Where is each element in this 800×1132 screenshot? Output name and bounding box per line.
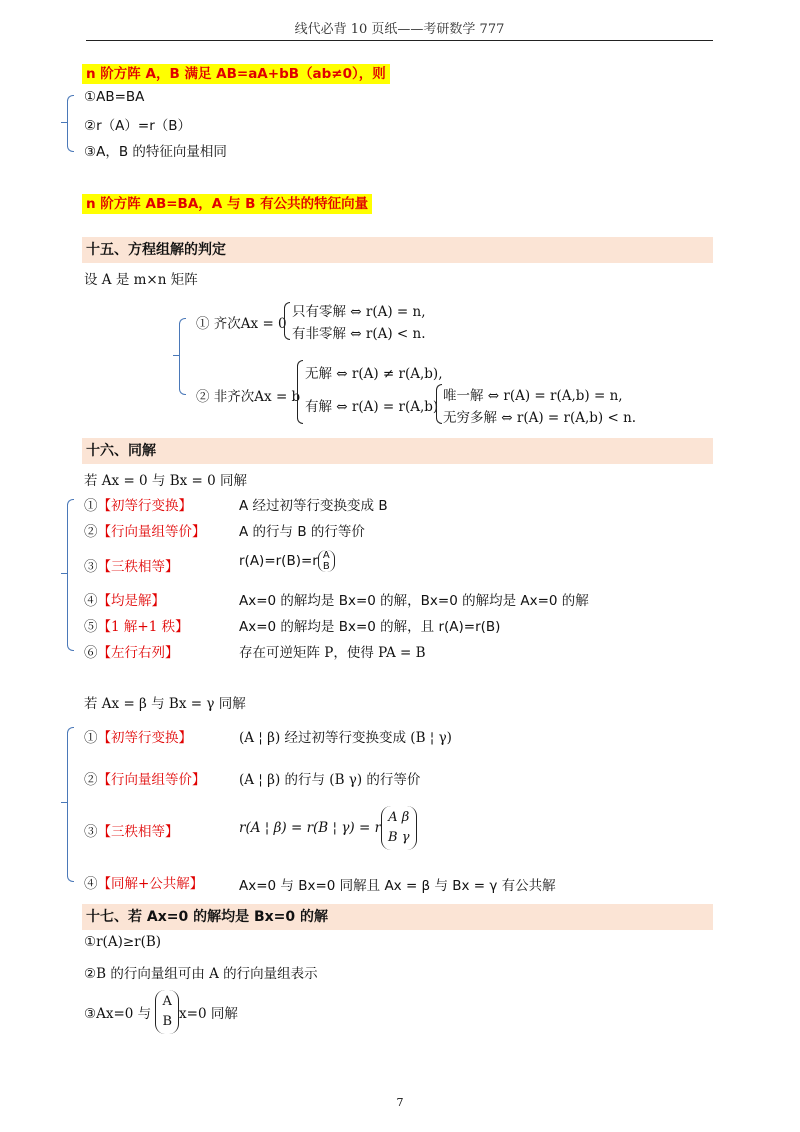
rank-equation: r(A ¦ β) = r(B ¦ γ) = r — [239, 820, 382, 836]
matrix-row: B — [322, 561, 330, 572]
item-description: 存在可逆矩阵 P，使得 PA = B — [239, 645, 426, 661]
list-bracket — [67, 727, 74, 882]
list-item — [84, 641, 179, 661]
solution-case: 唯一解 ⇔ r(A) = r(A,b) = n, — [443, 388, 623, 404]
item-number: ⑤ — [84, 619, 98, 635]
item-tag: 【均是解】 — [97, 593, 165, 609]
list-item — [84, 555, 179, 575]
stacked-matrix — [381, 806, 416, 850]
list-item — [84, 615, 189, 635]
item-description: (A ¦ β) 经过初等行变换变成 (B ¦ γ) — [239, 730, 452, 746]
item-number: ⑥ — [84, 645, 98, 661]
homogeneous-label: ① 齐次Ax = 0 — [196, 316, 287, 332]
highlight-statement-2 — [82, 192, 372, 212]
item-number: ③ — [84, 824, 98, 840]
matrix-row: A — [322, 550, 330, 561]
section-heading: 十六、同解 — [82, 438, 713, 464]
list-item — [84, 768, 206, 788]
item-description: A 经过初等行变换变成 B — [239, 498, 388, 514]
list-item — [84, 820, 179, 840]
item-number: ④ — [84, 876, 98, 892]
system-bracket — [179, 318, 186, 395]
page-header: 线代必背 10 页纸——考研数学 777 — [86, 18, 713, 41]
item-suffix: x=0 同解 — [179, 1006, 238, 1022]
item-description: Ax=0 与 Bx=0 同解且 Ax = β 与 Bx = γ 有公共解 — [239, 878, 556, 894]
nonhomogeneous-case: 有解 ⇔ r(A) = r(A,b) — [305, 399, 439, 415]
solution-case: 无穷多解 ⇔ r(A) = r(A,b) < n. — [443, 410, 637, 426]
item-description: Ax=0 的解均是 Bx=0 的解，且 r(A)=r(B) — [239, 619, 501, 635]
section-intro: 若 Ax = β 与 Bx = γ 同解 — [84, 696, 246, 712]
item-tag: 【初等行变换】 — [97, 730, 192, 746]
highlight-text: n 阶方阵 AB=BA，A 与 B 有公共的特征向量 — [82, 194, 372, 214]
section-heading: 十五、方程组解的判定 — [82, 237, 713, 263]
list-item: ③A，B 的特征向量相同 — [84, 144, 227, 160]
solution-brace — [436, 384, 442, 424]
item-tag: 【行向量组等价】 — [97, 772, 206, 788]
list-item: ①AB=BA — [84, 89, 145, 105]
item-tag: 【三秩相等】 — [97, 824, 179, 840]
item-description: (A ¦ β) 的行与 (B γ) 的行等价 — [239, 772, 421, 788]
system-bracket-tick — [173, 355, 179, 356]
matrix-row: A — [162, 994, 172, 1009]
list-item: ②B 的行向量组可由 A 的行向量组表示 — [84, 966, 318, 982]
item-number: ① — [84, 730, 98, 746]
stacked-matrix — [155, 990, 179, 1034]
item-description — [239, 550, 335, 572]
section-intro: 若 Ax = 0 与 Bx = 0 同解 — [84, 473, 248, 489]
list-item — [84, 494, 192, 514]
matrix-row: B γ — [388, 830, 410, 845]
item-tag: 【行向量组等价】 — [97, 524, 206, 540]
item-number: ② — [84, 772, 98, 788]
item-number: ④ — [84, 593, 98, 609]
item-tag: 【三秩相等】 — [97, 559, 179, 575]
list-bracket-tick — [61, 122, 67, 123]
nonhomogeneous-brace — [297, 360, 303, 424]
item-number: ② — [84, 524, 98, 540]
list-item — [84, 872, 203, 892]
homogeneous-brace — [284, 302, 290, 340]
nonhomogeneous-label: ② 非齐次Ax = b — [196, 389, 301, 405]
item-number: ① — [84, 498, 98, 514]
item-prefix: ③Ax=0 与 — [84, 1006, 152, 1022]
page-number: 7 — [396, 1096, 404, 1109]
section-heading: 十七、若 Ax=0 的解均是 Bx=0 的解 — [82, 904, 713, 930]
homogeneous-case: 有非零解 ⇔ r(A) < n. — [292, 326, 426, 342]
item-description: Ax=0 的解均是 Bx=0 的解，Bx=0 的解均是 Ax=0 的解 — [239, 593, 589, 609]
list-item — [84, 990, 238, 1034]
list-item — [84, 726, 192, 746]
item-tag: 【左行右列】 — [97, 645, 179, 661]
list-bracket — [67, 499, 74, 651]
highlight-text: n 阶方阵 A，B 满足 AB=aA+bB（ab≠0），则 — [82, 64, 390, 84]
item-description: A 的行与 B 的行等价 — [239, 524, 365, 540]
item-description — [239, 806, 417, 850]
homogeneous-case: 只有零解 ⇔ r(A) = n, — [292, 304, 426, 320]
list-item: ①r(A)≥r(B) — [84, 934, 162, 950]
matrix-row: B — [162, 1014, 173, 1029]
list-bracket-tick — [61, 573, 67, 574]
list-item — [84, 589, 165, 609]
highlight-statement-1 — [82, 62, 390, 82]
item-tag: 【1 解+1 秩】 — [97, 619, 189, 635]
list-bracket — [67, 95, 74, 152]
section-intro: 设 A 是 m×n 矩阵 — [84, 272, 198, 288]
stacked-matrix — [318, 550, 335, 572]
item-number: ③ — [84, 559, 98, 575]
item-tag: 【初等行变换】 — [97, 498, 192, 514]
rank-equation: r(A)=r(B)=r — [239, 553, 318, 569]
list-item — [84, 520, 206, 540]
list-bracket-tick — [61, 802, 67, 803]
item-tag: 【同解+公共解】 — [97, 876, 204, 892]
matrix-row: A β — [388, 810, 410, 825]
list-item: ②r（A）=r（B） — [84, 118, 192, 134]
nonhomogeneous-case: 无解 ⇔ r(A) ≠ r(A,b), — [305, 366, 443, 382]
